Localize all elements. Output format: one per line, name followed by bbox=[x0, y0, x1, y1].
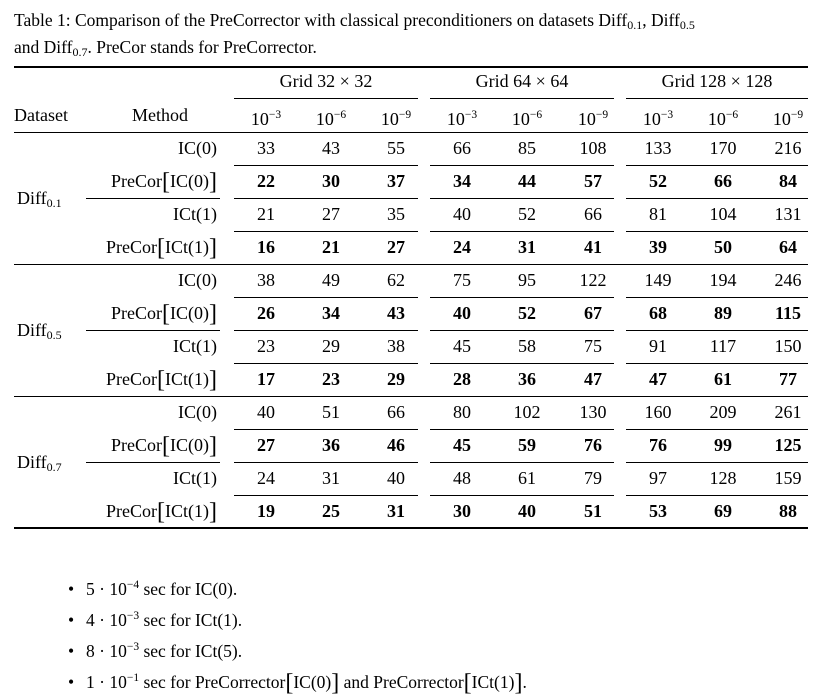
cmidrule bbox=[430, 495, 614, 496]
table-cell: 34 bbox=[453, 171, 471, 191]
tolerance-exp: −6 bbox=[529, 109, 543, 121]
tolerance-base: 10 bbox=[707, 109, 726, 129]
caption-sub: 0.1 bbox=[627, 18, 643, 32]
bracket-left: [ bbox=[285, 670, 294, 696]
list-item bbox=[68, 632, 242, 662]
bracket-left: [ bbox=[157, 367, 165, 393]
table-cell: 30 bbox=[453, 501, 471, 521]
tolerance-header bbox=[626, 99, 690, 132]
bracket-left: [ bbox=[162, 301, 170, 327]
tolerance-base: 10 bbox=[315, 109, 334, 129]
tolerance-exp: −3 bbox=[464, 109, 478, 121]
table-cell: 51 bbox=[322, 402, 340, 422]
table-cell: 77 bbox=[779, 369, 797, 389]
table-cell: 91 bbox=[649, 336, 667, 356]
method-cell bbox=[60, 429, 217, 462]
cmidrule bbox=[430, 231, 614, 232]
table-caption bbox=[14, 9, 814, 63]
bracket-right: ] bbox=[514, 670, 523, 696]
table-cell: 53 bbox=[649, 501, 667, 521]
bracket-right: ] bbox=[209, 433, 217, 459]
table-cell: 160 bbox=[644, 402, 672, 422]
cmidrule bbox=[234, 330, 418, 331]
tolerance-exp: −3 bbox=[268, 109, 282, 121]
bracket-right: ] bbox=[209, 499, 217, 525]
table-cell: 49 bbox=[322, 270, 340, 290]
bracket-right: ] bbox=[209, 301, 217, 327]
table-cell: 34 bbox=[322, 303, 340, 323]
tolerance-exp: −6 bbox=[725, 109, 739, 121]
table-cell: 261 bbox=[774, 402, 802, 422]
bullet-icon: • bbox=[68, 579, 75, 599]
method-cell: IC(0) bbox=[178, 138, 217, 158]
table-cell: 44 bbox=[518, 171, 536, 191]
column-header-dataset: Dataset bbox=[14, 105, 68, 125]
caption-line: . PreCor stands for PreCorrector. bbox=[87, 37, 317, 57]
table-cell: 194 bbox=[709, 270, 737, 290]
tolerance-exp: −9 bbox=[398, 109, 412, 121]
table-cell: 47 bbox=[649, 369, 667, 389]
cmidrule bbox=[234, 429, 418, 430]
table-cell: 97 bbox=[649, 468, 667, 488]
table-cell: 23 bbox=[322, 369, 340, 389]
tolerance-base: 10 bbox=[642, 109, 661, 129]
table-cell: 84 bbox=[779, 171, 797, 191]
table-cell: 26 bbox=[257, 303, 275, 323]
caption-line: , Diff bbox=[642, 10, 680, 30]
table-bottom-rule bbox=[14, 527, 808, 529]
method-cell: ICt(1) bbox=[173, 468, 217, 488]
bullet-text: sec for ICt(1). bbox=[139, 610, 243, 630]
table-cell: 170 bbox=[709, 138, 737, 158]
table-cell: 19 bbox=[257, 501, 275, 521]
method-cell bbox=[60, 363, 217, 396]
table-cell: 89 bbox=[714, 303, 732, 323]
dataset-base: Diff bbox=[17, 188, 47, 208]
table-cell: 66 bbox=[714, 171, 732, 191]
table-cell: 66 bbox=[584, 204, 602, 224]
bullet-inner: ICt(1) bbox=[471, 672, 515, 692]
table-cell: 159 bbox=[774, 468, 802, 488]
bracket-left: [ bbox=[157, 235, 165, 261]
table-cell: 24 bbox=[257, 468, 275, 488]
bracket-right: ] bbox=[331, 670, 340, 696]
tolerance-exp: −6 bbox=[333, 109, 347, 121]
table-cell: 76 bbox=[584, 435, 602, 455]
bracket-left: [ bbox=[162, 433, 170, 459]
table-cell: 35 bbox=[387, 204, 405, 224]
table-cell: 68 bbox=[649, 303, 667, 323]
table-cell: 38 bbox=[257, 270, 275, 290]
table-cell: 55 bbox=[387, 138, 405, 158]
table-cell: 24 bbox=[453, 237, 471, 257]
table-cell: 108 bbox=[579, 138, 607, 158]
bullet-exp: −3 bbox=[126, 641, 140, 653]
table-cell: 149 bbox=[644, 270, 672, 290]
table-cell: 209 bbox=[709, 402, 737, 422]
table-cell: 117 bbox=[709, 336, 737, 356]
cmidrule bbox=[626, 231, 808, 232]
table-cell: 85 bbox=[518, 138, 536, 158]
grid-header: Grid 32 × 32 bbox=[279, 71, 373, 91]
table-cell: 216 bbox=[774, 138, 802, 158]
dataset-base: Diff bbox=[17, 452, 47, 472]
tolerance-header bbox=[691, 99, 755, 132]
grid-header: Grid 64 × 64 bbox=[475, 71, 569, 91]
cmidrule bbox=[430, 330, 614, 331]
table-cell: 76 bbox=[649, 435, 667, 455]
bullet-coef: 8 · 10 bbox=[86, 641, 127, 661]
bullet-exp: −1 bbox=[126, 672, 140, 684]
table-cell: 59 bbox=[518, 435, 536, 455]
bullet-exp: −3 bbox=[126, 610, 140, 622]
bullet-exp: −4 bbox=[126, 579, 140, 591]
table-cell: 51 bbox=[584, 501, 602, 521]
method-inner: ICt(1) bbox=[165, 501, 209, 521]
table-cell: 40 bbox=[518, 501, 536, 521]
method-cell: IC(0) bbox=[178, 270, 217, 290]
method-inner: ICt(1) bbox=[165, 369, 209, 389]
table-cell: 66 bbox=[453, 138, 471, 158]
cmidrule bbox=[430, 462, 614, 463]
bullet-text: sec for ICt(5). bbox=[139, 641, 243, 661]
tolerance-header bbox=[561, 99, 625, 132]
table-cell: 48 bbox=[453, 468, 471, 488]
bracket-left: [ bbox=[162, 169, 170, 195]
table-cell: 79 bbox=[584, 468, 602, 488]
table-cell: 40 bbox=[453, 303, 471, 323]
bullet-coef: 4 · 10 bbox=[86, 610, 127, 630]
cmidrule bbox=[626, 429, 808, 430]
table-cell: 46 bbox=[387, 435, 405, 455]
method-inner: IC(0) bbox=[170, 303, 209, 323]
table-cell: 69 bbox=[714, 501, 732, 521]
cmidrule bbox=[430, 165, 614, 166]
table-cell: 75 bbox=[584, 336, 602, 356]
caption-sub: 0.5 bbox=[679, 18, 695, 32]
table-cell: 115 bbox=[774, 303, 801, 323]
method-prefix: PreCor bbox=[111, 435, 162, 455]
cmidrule bbox=[234, 231, 418, 232]
table-cell: 43 bbox=[387, 303, 405, 323]
table-cell: 39 bbox=[649, 237, 667, 257]
caption-line: Table 1: Comparison of the PreCorrector with classical preconditioners on datasets Diff bbox=[14, 10, 628, 30]
dataset-sub: 0.1 bbox=[46, 196, 62, 210]
table-cell: 27 bbox=[257, 435, 275, 455]
table-cell: 41 bbox=[584, 237, 602, 257]
table-cell: 95 bbox=[518, 270, 536, 290]
method-inner: ICt(1) bbox=[165, 237, 209, 257]
method-cell: IC(0) bbox=[178, 402, 217, 422]
bullet-text: and PreCorrector bbox=[339, 672, 464, 692]
table-cell: 246 bbox=[774, 270, 802, 290]
bracket-right: ] bbox=[209, 235, 217, 261]
method-cell bbox=[60, 231, 217, 264]
caption-line: and Diff bbox=[14, 37, 73, 57]
table-cell: 52 bbox=[518, 303, 536, 323]
tolerance-header bbox=[756, 99, 820, 132]
tolerance-header bbox=[430, 99, 494, 132]
tolerance-base: 10 bbox=[380, 109, 399, 129]
table-cell: 22 bbox=[257, 171, 275, 191]
dataset-base: Diff bbox=[17, 320, 47, 340]
list-item bbox=[68, 663, 527, 696]
table-cell: 47 bbox=[584, 369, 602, 389]
cmidrule bbox=[234, 198, 418, 199]
bracket-left: [ bbox=[157, 499, 165, 525]
method-prefix: PreCor bbox=[111, 171, 162, 191]
column-header-method: Method bbox=[132, 105, 188, 125]
table-cell: 81 bbox=[649, 204, 667, 224]
table-cell: 66 bbox=[387, 402, 405, 422]
table-cell: 21 bbox=[257, 204, 275, 224]
table-cell: 23 bbox=[257, 336, 275, 356]
tolerance-header bbox=[234, 99, 298, 132]
caption-sub: 0.7 bbox=[72, 45, 88, 59]
table-cell: 45 bbox=[453, 435, 471, 455]
table-cell: 104 bbox=[709, 204, 737, 224]
table-cell: 150 bbox=[774, 336, 802, 356]
tolerance-exp: −3 bbox=[660, 109, 674, 121]
table-cell: 45 bbox=[453, 336, 471, 356]
bullet-text: sec for PreCorrector bbox=[139, 672, 286, 692]
cmidrule bbox=[234, 297, 418, 298]
cmidrule bbox=[626, 165, 808, 166]
method-cell: ICt(1) bbox=[173, 336, 217, 356]
table-cell: 31 bbox=[518, 237, 536, 257]
cmidrule bbox=[626, 330, 808, 331]
table-cell: 131 bbox=[774, 204, 802, 224]
table-cell: 21 bbox=[322, 237, 340, 257]
cmidrule bbox=[430, 198, 614, 199]
tolerance-header bbox=[495, 99, 559, 132]
method-cell bbox=[60, 495, 217, 528]
table-cell: 52 bbox=[649, 171, 667, 191]
method-prefix: PreCor bbox=[106, 237, 157, 257]
cmidrule bbox=[86, 462, 220, 463]
tolerance-base: 10 bbox=[511, 109, 530, 129]
table-cell: 36 bbox=[518, 369, 536, 389]
bullet-coef: 5 · 10 bbox=[86, 579, 127, 599]
cmidrule bbox=[234, 363, 418, 364]
tolerance-base: 10 bbox=[250, 109, 269, 129]
grid-header: Grid 128 × 128 bbox=[661, 71, 773, 91]
cmidrule bbox=[234, 495, 418, 496]
cmidrule bbox=[430, 297, 614, 298]
table-cell: 128 bbox=[709, 468, 737, 488]
table-cell: 27 bbox=[322, 204, 340, 224]
table-cell: 31 bbox=[387, 501, 405, 521]
table-cell: 75 bbox=[453, 270, 471, 290]
table-cell: 38 bbox=[387, 336, 405, 356]
tolerance-base: 10 bbox=[446, 109, 465, 129]
table-cell: 61 bbox=[714, 369, 732, 389]
table-cell: 80 bbox=[453, 402, 471, 422]
method-cell bbox=[60, 297, 217, 330]
table-cell: 43 bbox=[322, 138, 340, 158]
bullet-text: . bbox=[522, 672, 527, 692]
method-inner: IC(0) bbox=[170, 171, 209, 191]
tolerance-base: 10 bbox=[772, 109, 791, 129]
bullet-coef: 1 · 10 bbox=[86, 672, 127, 692]
bracket-right: ] bbox=[209, 367, 217, 393]
table-cell: 64 bbox=[779, 237, 797, 257]
tolerance-exp: −9 bbox=[595, 109, 609, 121]
table-cell: 17 bbox=[257, 369, 275, 389]
table-cell: 125 bbox=[774, 435, 802, 455]
cmidrule bbox=[234, 462, 418, 463]
tolerance-exp: −9 bbox=[790, 109, 804, 121]
table-cell: 30 bbox=[322, 171, 340, 191]
cmidrule bbox=[430, 429, 614, 430]
table-cell: 31 bbox=[322, 468, 340, 488]
cmidrule bbox=[626, 198, 808, 199]
cmidrule bbox=[234, 165, 418, 166]
table-cell: 40 bbox=[387, 468, 405, 488]
cmidrule bbox=[626, 363, 808, 364]
tolerance-header bbox=[299, 99, 363, 132]
table-cell: 37 bbox=[387, 171, 405, 191]
cmidrule bbox=[626, 495, 808, 496]
table-cell: 67 bbox=[584, 303, 602, 323]
table-cell: 28 bbox=[453, 369, 471, 389]
table-cell: 61 bbox=[518, 468, 536, 488]
tolerance-base: 10 bbox=[577, 109, 596, 129]
table-cell: 122 bbox=[579, 270, 607, 290]
bullet-text: sec for IC(0). bbox=[139, 579, 238, 599]
bullet-icon: • bbox=[68, 672, 75, 692]
table-cell: 50 bbox=[714, 237, 732, 257]
method-prefix: PreCor bbox=[111, 303, 162, 323]
table-cell: 27 bbox=[387, 237, 405, 257]
table-cell: 25 bbox=[322, 501, 340, 521]
table-cell: 16 bbox=[257, 237, 275, 257]
bracket-left: [ bbox=[463, 670, 472, 696]
bracket-right: ] bbox=[209, 169, 217, 195]
bullet-inner: IC(0) bbox=[293, 672, 332, 692]
method-cell: ICt(1) bbox=[173, 204, 217, 224]
list-item bbox=[68, 570, 237, 600]
bullet-icon: • bbox=[68, 610, 75, 630]
cmidrule bbox=[86, 330, 220, 331]
table-cell: 88 bbox=[779, 501, 797, 521]
table-cell: 62 bbox=[387, 270, 405, 290]
cmidrule bbox=[626, 462, 808, 463]
cmidrule bbox=[430, 363, 614, 364]
table-cell: 130 bbox=[579, 402, 607, 422]
table-cell: 133 bbox=[644, 138, 672, 158]
table-cell: 57 bbox=[584, 171, 602, 191]
table-cell: 40 bbox=[453, 204, 471, 224]
table-cell: 29 bbox=[387, 369, 405, 389]
method-prefix: PreCor bbox=[106, 501, 157, 521]
tolerance-header bbox=[364, 99, 428, 132]
table-cell: 102 bbox=[513, 402, 541, 422]
table-cell: 58 bbox=[518, 336, 536, 356]
table-cell: 99 bbox=[714, 435, 732, 455]
table-cell: 40 bbox=[257, 402, 275, 422]
bullet-icon: • bbox=[68, 641, 75, 661]
method-prefix: PreCor bbox=[106, 369, 157, 389]
table-cell: 33 bbox=[257, 138, 275, 158]
table-cell: 36 bbox=[322, 435, 340, 455]
cmidrule bbox=[626, 297, 808, 298]
method-cell bbox=[60, 165, 217, 198]
method-inner: IC(0) bbox=[170, 435, 209, 455]
dataset-sub: 0.5 bbox=[46, 328, 62, 342]
dataset-sub: 0.7 bbox=[46, 460, 62, 474]
list-item bbox=[68, 601, 242, 631]
cmidrule bbox=[86, 198, 220, 199]
table-cell: 52 bbox=[518, 204, 536, 224]
table-cell: 29 bbox=[322, 336, 340, 356]
